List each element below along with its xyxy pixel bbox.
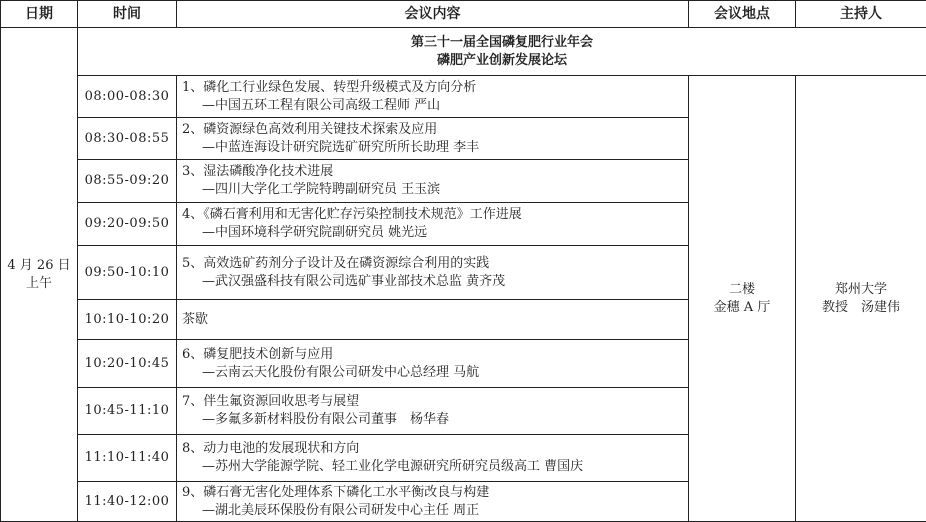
topic: 6、磷复肥技术创新与应用 [182,346,334,362]
time-cell: 09:20-09:50 [78,203,177,246]
header-host: 主持人 [796,1,926,28]
topic: 7、伴生氟资源回收思考与展望 [182,394,360,409]
topic: 8、动力电池的发展现状和方向 [182,441,360,456]
date-line1: 4 月 26 日 [7,257,71,273]
content-cell [177,246,689,300]
time-cell: 11:10-11:40 [78,435,177,482]
topic: 茶歇 [182,311,209,327]
header-date: 日期 [1,1,78,28]
speaker: —云南云天化股份有限公司研发中心总经理 马航 [202,364,480,380]
content-cell [177,203,689,246]
agenda-row [1,76,926,118]
topic: 9、磷石膏无害化处理体系下磷化工水平衡改良与构建 [182,484,490,500]
speaker: —多氟多新材料股份有限公司董事 杨华春 [202,412,450,427]
header-row [1,1,926,28]
topic: 4、《磷石膏利用和无害化贮存污染控制技术规范》工作进展 [182,207,522,222]
host-cell [796,76,926,522]
content-cell [177,388,689,435]
date-line2: 上午 [25,275,52,291]
session-title-row [1,28,926,76]
speaker: —苏州大学能源学院、轻工业化学电源研究所研究员级高工 曹国庆 [202,459,584,474]
topic: 2、磷资源绿色高效利用关键技术探索及应用 [182,121,438,137]
time-cell: 11:40-12:00 [78,482,177,522]
venue-cell [689,76,796,522]
header-content: 会议内容 [177,1,689,28]
time-cell: 08:00-08:30 [78,76,177,118]
speaker: —中国五环工程有限公司高级工程师 严山 [202,97,441,113]
session-title-line1: 第三十一届全国磷复肥行业年会 [410,34,593,50]
content-cell [177,76,689,118]
topic: 3、湿法磷酸净化技术进展 [182,164,334,179]
content-cell [177,482,689,522]
speaker: —四川大学化工学院特聘副研究员 王玉滨 [202,182,441,197]
content-cell [177,340,689,388]
host-line1: 郑州大学 [834,281,887,297]
header-time: 时间 [78,1,177,28]
time-cell: 10:20-10:45 [78,340,177,388]
header-venue: 会议地点 [689,1,796,28]
time-cell: 09:50-10:10 [78,246,177,300]
speaker: —武汉强盛科技有限公司选矿事业部技术总监 黄齐茂 [202,273,506,289]
content-cell [177,160,689,203]
host-line2: 教授 汤建伟 [821,299,900,315]
topic: 1、磷化工行业绿色发展、转型升级模式及方向分析 [182,79,477,95]
time-cell: 08:30-08:55 [78,118,177,160]
session-title [78,28,926,76]
venue-line2: 金穗 A 厅 [713,299,771,315]
date-cell [1,28,78,522]
speaker: —中国环境科学研究院副研究员 姚光远 [202,225,428,240]
time-cell: 10:10-10:20 [78,300,177,340]
venue-line1: 二楼 [728,281,755,297]
speaker: —湖北美辰环保股份有限公司研发中心主任 周正 [202,502,480,518]
session-title-line2: 磷肥产业创新发展论坛 [436,52,567,68]
time-cell: 10:45-11:10 [78,388,177,435]
content-cell [177,300,689,340]
content-cell [177,435,689,482]
topic: 5、高效选矿药剂分子设计及在磷资源综合利用的实践 [182,255,490,271]
content-cell [177,118,689,160]
time-cell: 08:55-09:20 [78,160,177,203]
speaker: —中蓝连海设计研究院选矿研究所所长助理 李丰 [202,139,480,155]
